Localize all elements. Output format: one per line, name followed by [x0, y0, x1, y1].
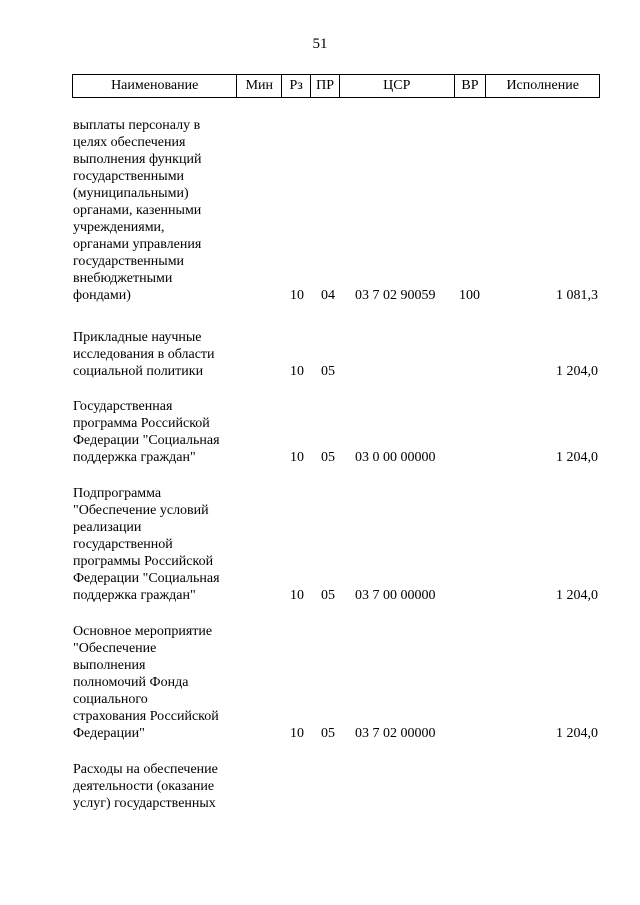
row-rz: 10 — [290, 588, 304, 603]
row-pr: 05 — [321, 726, 335, 741]
row-csr: 03 7 00 00000 — [355, 588, 436, 603]
row-csr: 03 7 02 00000 — [355, 726, 436, 741]
row-name: Государственная программа Российской Федерации "Социальная поддержка граждан" — [73, 399, 220, 465]
header-csr: ЦСР — [340, 75, 455, 97]
row-name: Прикладные научные исследования в области социальной политики — [73, 330, 215, 379]
header-name: Наименование — [73, 75, 237, 97]
row-name: Расходы на обеспечение деятельности (оказание услуг) государственных — [73, 762, 218, 811]
row-csr: 03 7 02 90059 — [355, 288, 436, 303]
row-name: выплаты персоналу в целях обеспечения выполнения функций государственными (муниципальными) органами, казенными учреждениями, органами управления государственными внебюджетными фондами) — [73, 118, 202, 303]
row-csr: 03 0 00 00000 — [355, 450, 436, 465]
table-row — [0, 117, 640, 329]
table-row — [0, 623, 640, 761]
table-row — [0, 398, 640, 485]
table-body — [0, 117, 640, 821]
header-vr: ВР — [455, 75, 487, 97]
row-pr: 05 — [321, 450, 335, 465]
table-row — [0, 761, 640, 821]
table-header — [72, 74, 600, 98]
row-amount: 1 204,0 — [556, 450, 598, 465]
header-min: Мин — [237, 75, 282, 97]
row-amount: 1 204,0 — [556, 364, 598, 379]
header-pr: ПР — [311, 75, 340, 97]
table-row — [0, 485, 640, 623]
row-vr: 100 — [459, 288, 480, 303]
row-name: Основное мероприятие "Обеспечение выполнения полномочий Фонда социального страхования Российской Федерации" — [73, 624, 219, 741]
row-pr: 05 — [321, 588, 335, 603]
table-row — [0, 329, 640, 398]
row-rz: 10 — [290, 364, 304, 379]
row-rz: 10 — [290, 726, 304, 741]
row-pr: 04 — [321, 288, 335, 303]
row-rz: 10 — [290, 450, 304, 465]
row-rz: 10 — [290, 288, 304, 303]
header-exec: Исполнение — [506, 78, 579, 93]
header-rz: Рз — [282, 75, 311, 97]
row-amount: 1 204,0 — [556, 726, 598, 741]
row-amount: 1 204,0 — [556, 588, 598, 603]
row-amount: 1 081,3 — [556, 288, 598, 303]
row-name: Подпрограмма "Обеспечение условий реализации государственной программы Российской Федерации "Социальная поддержка граждан" — [73, 486, 220, 603]
row-pr: 05 — [321, 364, 335, 379]
page-number: 51 — [312, 36, 328, 52]
